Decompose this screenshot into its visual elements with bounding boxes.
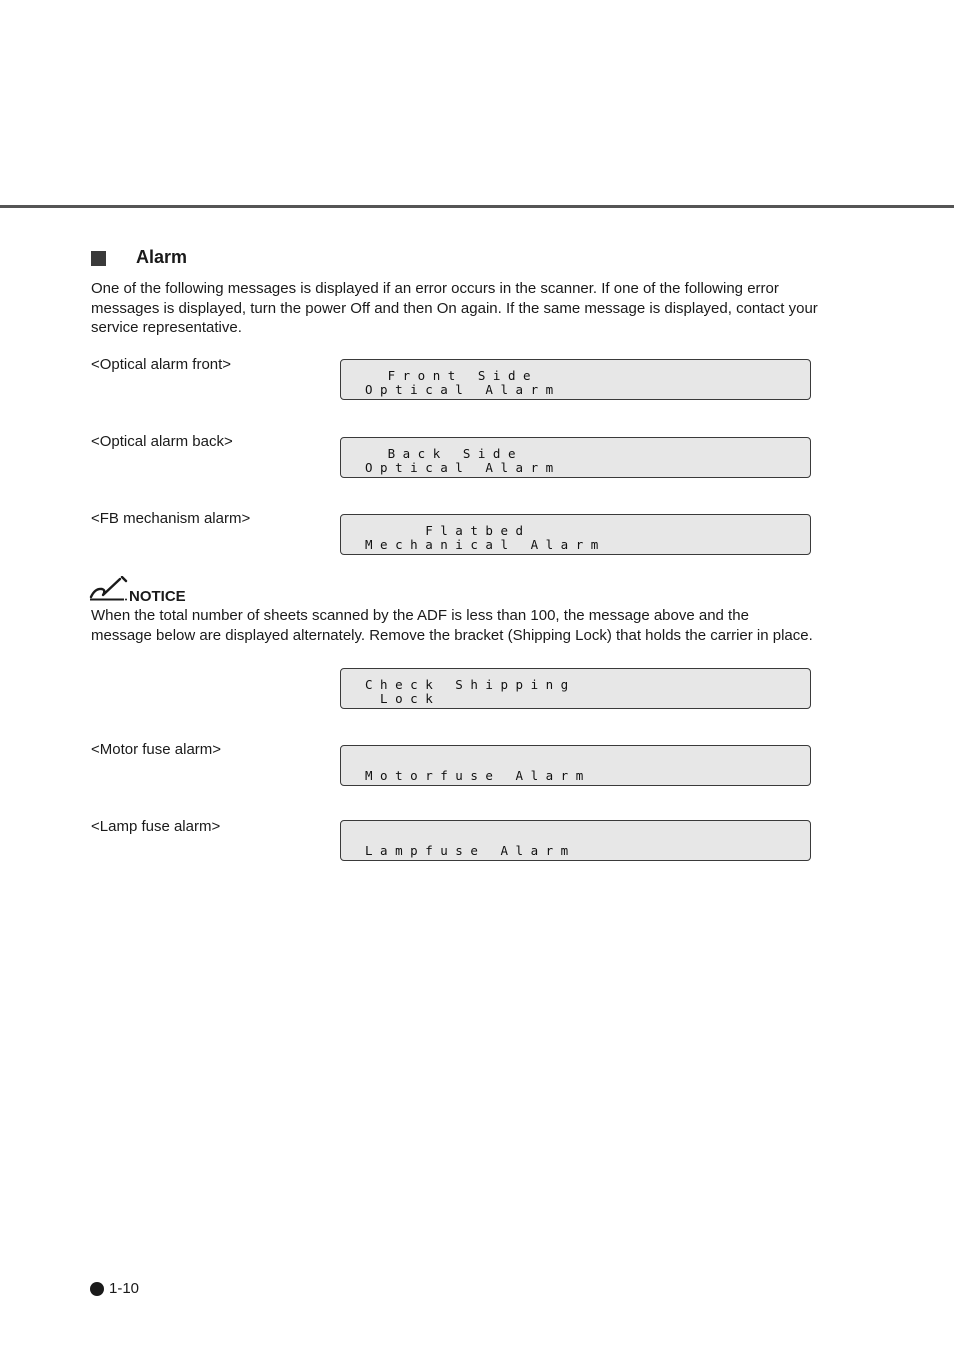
intro-paragraph: One of the following messages is displayed if an error occurs in the scanner. If one of the following error messages is displayed, turn the power Off and then On again. If the same message is displayed, contact your service representative. [91, 280, 818, 336]
lcd-line-2: M e c h a n i c a l A l a r m [365, 537, 599, 552]
section-title: Alarm [136, 247, 188, 267]
lcd-display-optical-front [340, 359, 811, 400]
lcd-line-2: O p t i c a l A l a r m [365, 460, 554, 475]
lcd-line-1: L a m p f u s e A l a r m [365, 843, 569, 858]
lcd-display-optical-back [340, 437, 811, 478]
lcd-line-2: O p t i c a l A l a r m [365, 382, 554, 397]
alarm-label-motor-fuse: <Motor fuse alarm> [91, 741, 222, 758]
pencil-note-icon [89, 576, 129, 602]
page-number: 1-10 [109, 1280, 140, 1297]
lcd-display-lamp-fuse [340, 820, 811, 861]
alarm-label-optical-back: <Optical alarm back> [91, 433, 233, 450]
lcd-display-motor-fuse [340, 745, 811, 786]
bullet-dot-icon [90, 1282, 104, 1296]
alarm-label-fb-mechanism: <FB mechanism alarm> [91, 510, 251, 527]
lcd-line-1: C h e c k S h i p p i n g [365, 677, 569, 692]
notice-title: NOTICE [129, 588, 186, 605]
alarm-label-optical-front: <Optical alarm front> [91, 356, 232, 373]
lcd-line-1: F r o n t S i d e [365, 368, 531, 383]
lcd-line-1: B a c k S i d e [365, 446, 516, 461]
top-rule [0, 205, 954, 208]
lcd-line-1: F l a t b e d [365, 523, 524, 538]
lcd-display-fb-mechanism [340, 514, 811, 555]
notice-paragraph: When the total number of sheets scanned by the ADF is less than 100, the message above and the message below are displayed alternately. Remove the bracket (Shipping Lock) that holds the carrier in place. [91, 607, 813, 644]
lcd-line-1: M o t o r f u s e A l a r m [365, 768, 584, 783]
lcd-display-shipping-lock [340, 668, 811, 709]
lcd-line-2: L o c k [365, 691, 433, 706]
square-bullet-icon [91, 251, 106, 266]
alarm-label-lamp-fuse: <Lamp fuse alarm> [91, 818, 221, 835]
